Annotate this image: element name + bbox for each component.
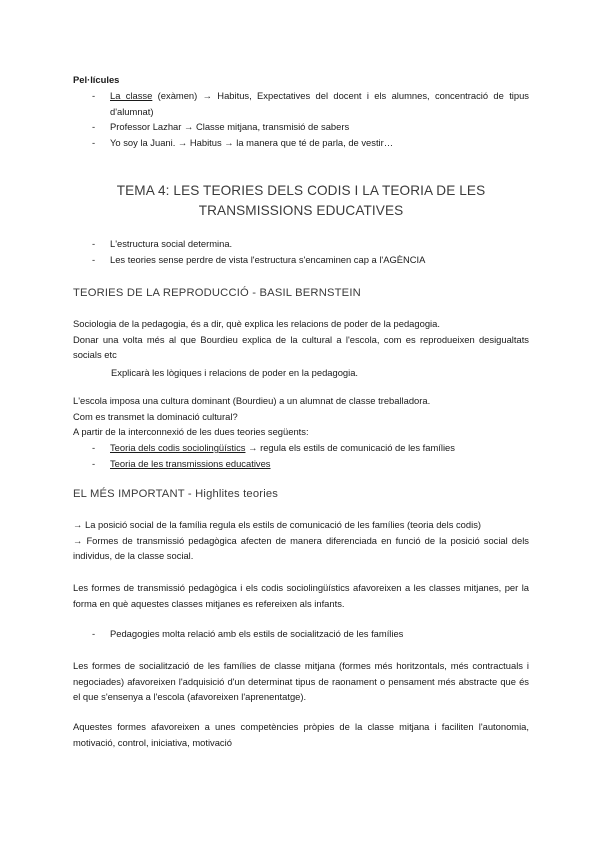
paragraph-line: → La posició social de la família regula els estils de comunicació de les famílies (teoria dels codis) (73, 519, 482, 530)
tema-title-line-1: TEMA 4: LES TEORIES DELS CODIS I LA TEORIA DE LES (116, 183, 486, 198)
films-list (92, 88, 529, 150)
list-item (92, 440, 529, 456)
bullet: - (92, 253, 96, 265)
tema-title (73, 181, 529, 221)
paragraph-indented-line: Explicarà les lògiques i relacions de poder en la pedagogia. (111, 366, 359, 378)
list-item-text: Les teories sense perdre de vista l'estructura s'encaminen cap a l'AGÈNCIA (110, 253, 426, 265)
film-link-la-classe[interactable]: La classe (110, 90, 153, 101)
section-heading-mes-important: EL MÉS IMPORTANT - Highlites teories (73, 488, 279, 500)
paragraph-line: L'escola imposa una cultura dominant (Bourdieu) a un alumnat de classe treballadora. (73, 395, 431, 406)
bullet: - (92, 628, 96, 639)
section2-paragraph-1 (73, 517, 529, 564)
tema-list (92, 236, 529, 267)
list-item (92, 135, 529, 151)
bullet: - (92, 238, 96, 249)
paragraph-line: Sociologia de la pedagogia, és a dir, què explica les relacions de poder de la pedagogia. (73, 318, 440, 329)
paragraph-line: Donar una volta més al que Bourdieu explica de la cultural a l'escola, com es reprodueixen desigualtats socials etc (73, 333, 529, 361)
bullet: - (92, 442, 96, 453)
section1-paragraph-1 (73, 316, 529, 380)
list-item-text: Professor Lazhar → Classe mitjana, transmisió de sabers (110, 121, 350, 133)
section1-list (92, 440, 529, 471)
paragraph-line: A partir de la interconnexió de les dues teories següents: (73, 426, 309, 438)
section-heading-teories-reproduccio: TEORIES DE LA REPRODUCCIÓ - BASIL BERNSTEIN (73, 287, 361, 299)
bullet: - (92, 457, 96, 469)
list-item-text: (exàmen) → Habitus, Expectatives del docent i els alumnes, concentració de tipus d'alumnat) (110, 90, 529, 117)
list-item (92, 88, 529, 119)
list-item-text: L'estructura social determina. (110, 238, 233, 249)
section2-paragraph-3: Les formes de socialització de les famílies de classe mitjana (formes més horitzontals, més contractuals i negociades) afavoreixen l'adquisició d'un determinat tipus de raonament o pensament més abstracte que és el que s'ensenya a l'escola (afavoreixen l'aprenentatge). (73, 660, 529, 703)
bullet: - (92, 121, 96, 133)
tema-title-line-2: TRANSMISSIONS EDUCATIVES (198, 203, 404, 218)
list-item (92, 236, 529, 252)
list-item (92, 119, 529, 135)
paragraph-line: Com es transmet la dominació cultural? (73, 410, 238, 422)
films-heading: Pel·lícules (73, 74, 120, 85)
section2-list (92, 626, 529, 642)
bullet: - (92, 90, 96, 101)
bullet: - (92, 136, 96, 148)
section2-paragraph-2: Les formes de transmissió pedagògica i els codis sociolingüístics afavoreixen a les classes mitjanes, per la forma en què aquestes classes mitjanes es refereixen als infants. (73, 582, 529, 609)
list-item (92, 252, 529, 268)
list-item (92, 626, 529, 642)
link-teoria-transmissions[interactable]: Teoria de les transmissions educatives (110, 457, 271, 469)
list-item (92, 456, 529, 472)
list-item-text: → regula els estils de comunicació de les famílies (245, 442, 455, 453)
list-item-text: Yo soy la Juani. → Habitus → la manera que té de parla, de vestir… (110, 136, 394, 148)
list-item-text: Pedagogies molta relació amb els estils de socialització de les famílies (110, 628, 404, 639)
section2-paragraph-4: Aquestes formes afavoreixen a unes competències pròpies de la classe mitjana i faciliten l'autonomia, motivació, control, iniciativa, motivació (73, 721, 529, 748)
link-teoria-codis[interactable]: Teoria dels codis sociolingüístics (110, 442, 246, 453)
paragraph-line: → Formes de transmissió pedagògica afecten de manera diferenciada en funció de la posició social dels individus, de la classe social. (73, 534, 529, 562)
section1-paragraph-2 (73, 393, 529, 440)
